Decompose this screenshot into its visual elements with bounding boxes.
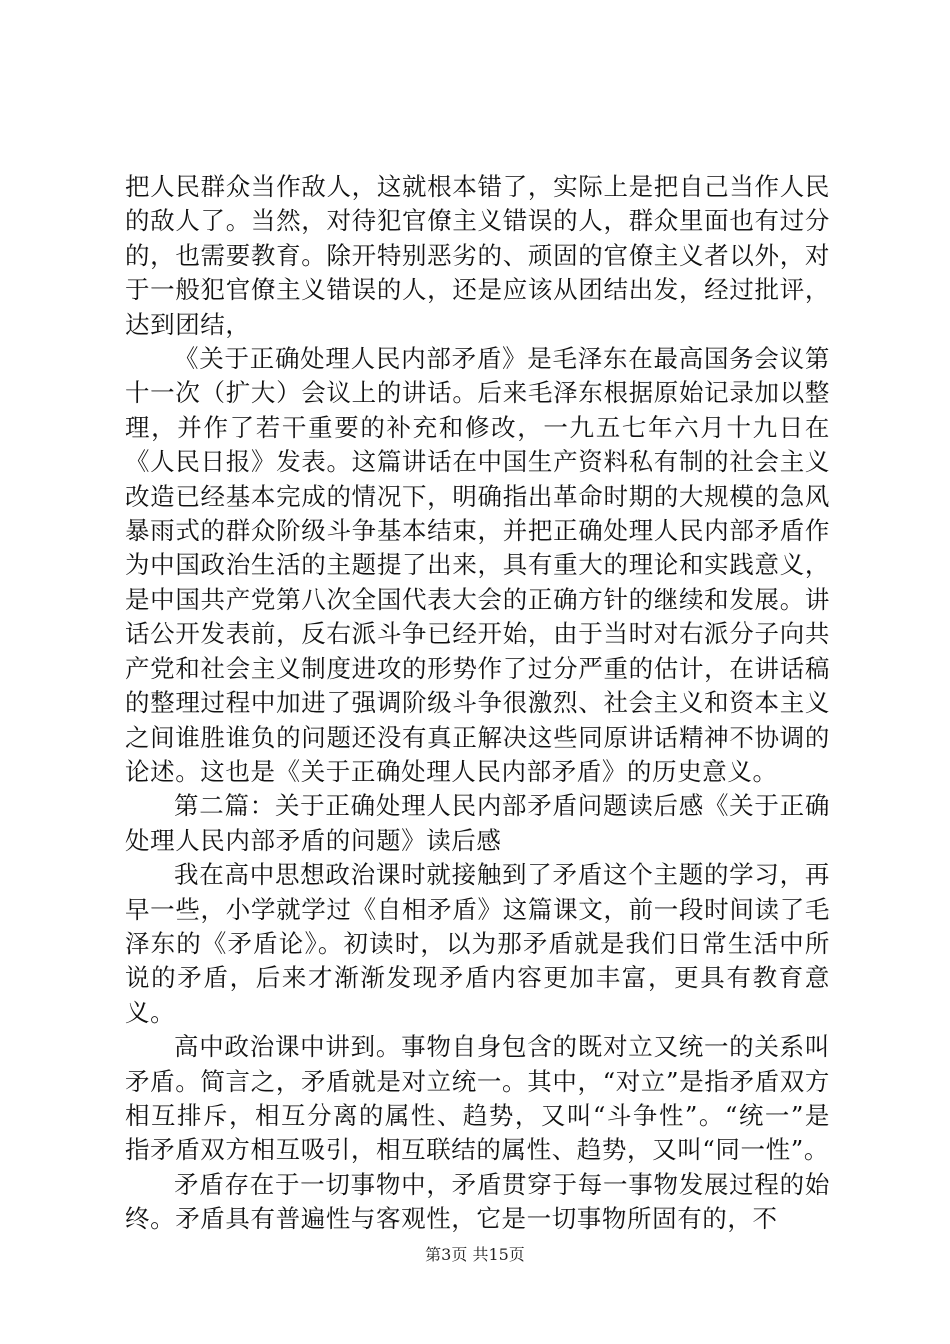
paragraph-speech-background: 《关于正确处理人民内部矛盾》是毛泽东在最高国务会议第十一次（扩大）会议上的讲话。后来毛泽东根据原始记录加以整理，并作了若干重要的补充和修改，一九五七年六月十九日在《人民日报》发表。这篇讲话在中国生产资料私有制的社会主义改造已经基本完成的情况下，明确指出革命时期的大规模的急风暴雨式的群众阶级斗争基本结束，并把正确处理人民内部矛盾作为中国政治生活的主题提了出来，具有重大的理论和实践意义，是中国共产党第八次全国代表大会的正确方针的继续和发展。讲话公开发表前，反右派斗争已经开始，由于当时对右派分子向共产党和社会主义制度进攻的形势作了过分严重的估计，在讲话稿的整理过程中加进了强调阶级斗争很激烈、社会主义和资本主义之间谁胜谁负的问题还没有真正解决这些同原讲话精神不协调的论述。这也是《关于正确处理人民内部矛盾》的历史意义。: [125, 344, 830, 786]
document-body: [125, 170, 830, 1237]
paragraph-continuation: 把人民群众当作敌人，这就根本错了，实际上是把自己当作人民的敌人了。当然，对待犯官僚主义错误的人，群众里面也有过分的，也需要教育。除开特别恶劣的、顽固的官僚主义者以外，对于一般犯官僚主义错误的人，还是应该从团结出发，经过批评，达到团结，: [125, 172, 830, 339]
paragraph-contradiction-universality: 矛盾存在于一切事物中，矛盾贯穿于每一事物发展过程的始终。矛盾具有普遍性与客观性，它是一切事物所固有的，不: [125, 1169, 830, 1234]
paragraph-contradiction-definition: 高中政治课中讲到。事物自身包含的既对立又统一的关系叫矛盾。简言之，矛盾就是对立统一。其中，“对立”是指矛盾双方相互排斥，相互分离的属性、趋势，又叫“斗争性”。“统一”是指矛盾双方相互吸引，相互联结的属性、趋势，又叫“同一性”。: [125, 1032, 830, 1165]
page-number-footer: 第3页 共15页: [425, 1245, 525, 1264]
paragraph-study-experience: 我在高中思想政治课时就接触到了矛盾这个主题的学习，再早一些，小学就学过《自相矛盾》这篇课文，前一段时间读了毛泽东的《矛盾论》。初读时，以为那矛盾就是我们日常生活中所说的矛盾，后来才渐渐发现矛盾内容更加丰富，更具有教育意义。: [125, 860, 830, 1027]
section-heading-part-two: 第二篇：关于正确处理人民内部矛盾问题读后感《关于正确处理人民内部矛盾的问题》读后感: [125, 791, 830, 855]
